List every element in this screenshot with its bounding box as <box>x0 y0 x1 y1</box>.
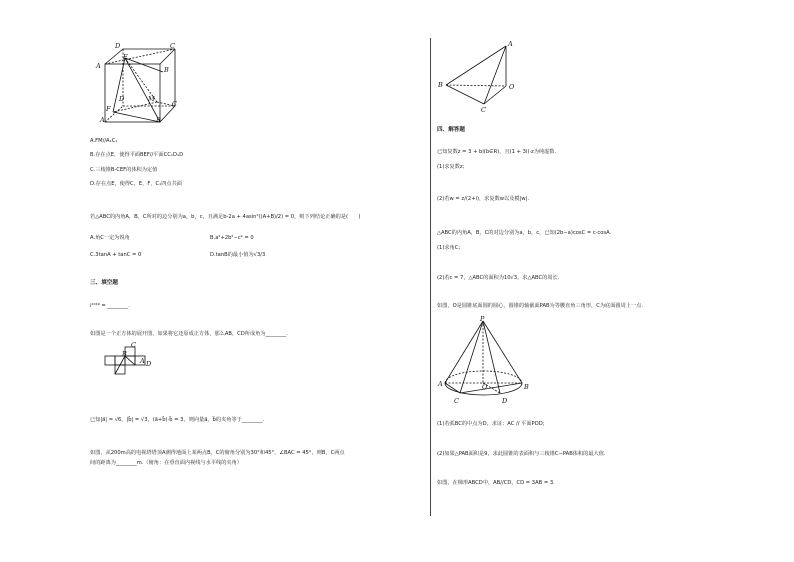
q2-stem: 若△ABC的内角A，B，C所对的边分别为a，b，c，且满足b-2a + 4asin²((A+B)/2) = 0，则下列结论正确的是( ) <box>90 214 361 220</box>
answer-q2-part2: (2)若c = 7，△ABC的面积为10√3，求△ABC的周长. <box>437 275 560 281</box>
cube-label-b1: B <box>164 66 169 74</box>
cube-label-d: D <box>119 95 125 103</box>
cube-label-f: F <box>106 105 111 113</box>
net-label-c: C <box>131 341 136 349</box>
cone-label-d: D <box>502 397 508 405</box>
cube-label-a: A <box>100 116 105 124</box>
cone-label-o: O <box>482 383 488 391</box>
tetrahedron-figure <box>440 42 520 112</box>
cone-label-c: C <box>454 397 459 405</box>
q2-option-b: B.a²+2b²−c² = 0 <box>210 235 254 241</box>
answer-q2-part1: (1)求角C; <box>437 245 461 251</box>
tetra-label-a: A <box>508 40 513 48</box>
answer-q3-part1: (1)若弧BC的中点为D，求证：AC // 平面POD; <box>437 421 545 427</box>
cube-label-e: E <box>123 53 128 61</box>
cube-label-c1: C <box>170 42 175 50</box>
q1-option-a: A.FM//A₁C₁ <box>90 138 118 144</box>
net-label-a: A <box>140 357 145 365</box>
answer-q2: △ABC的内角A，B，C的对边分别为a，b，c，已知(2b−a)cosC = c·cosA. <box>437 230 612 236</box>
cube-label-b: B <box>156 116 161 124</box>
cube-label-c: C <box>172 100 177 108</box>
tetra-label-b: B <box>438 81 443 89</box>
cube-label-d1: D <box>115 42 121 50</box>
cone-label-b: B <box>524 383 529 391</box>
fill-q4-line1: 如图，从200m高的电视塔塔顶A测得地面上某两点B，C的俯角分别为30°和45°，∠BAC = 45°，则B，C两点 <box>90 450 345 456</box>
cube-label-m: M <box>148 95 155 103</box>
answer-q1-part2: (2)若w = z/(2+i)，求复数w以及模|w|. <box>437 196 529 202</box>
cube-label-a1: A <box>96 62 101 70</box>
fill-q2: 如图是一个正方体的展开图，如果将它还原成正方体，那么AB，CD所成角为________. <box>90 331 288 337</box>
q2-option-d: D.tanB的最小值为√3/3 <box>210 252 266 258</box>
cube-figure <box>95 40 185 130</box>
answer-q3-part2: (2)如果△PAB面积是9，求此圆锥的表面积与三棱锥C−PAB体积的最大值. <box>437 451 606 457</box>
fill-q1: i²⁰¹⁹ = ________. <box>90 303 130 309</box>
section-heading-answer: 四、解答题 <box>437 127 465 133</box>
q1-option-b: B.存在点E，使得平面BEF//平面CC₁D₁D <box>90 152 184 158</box>
q2-option-a: A.角C一定为锐角 <box>90 235 130 241</box>
answer-q1-part1: (1)求复数z; <box>437 164 465 170</box>
answer-q1: 已知复数z = 3 + bi(b∈R)，且(1 + 3i)·z为纯虚数. <box>437 149 557 155</box>
answer-q3: 如图，O是圆锥底面圆的圆心，圆锥的轴截面PAB为等腰直角三角形，C为底面圆周上一点. <box>437 303 644 309</box>
section-heading-fill: 三、填空题 <box>90 280 118 286</box>
net-label-b: B <box>122 350 127 358</box>
net-label-d: D <box>146 360 152 368</box>
cone-label-a: A <box>438 380 443 388</box>
answer-q4: 如图，在梯形ABCD中，AB//CD，CD = 3AB = 3. <box>437 480 555 486</box>
q2-option-c: C.3tanA + tanC = 0 <box>90 252 142 258</box>
cone-label-p: P <box>480 315 485 323</box>
q1-option-c: C.三棱锥B-CEF的体积为定值 <box>90 167 158 173</box>
fill-q3: 已知|a⃗| = √6，|b⃗| = √3，(a⃗+b⃗)·b⃗ = 3，则向量a⃗，b⃗的夹角等于________. <box>90 417 265 423</box>
fill-q4-line2: 间的距离为________m.（俯角：在垂直面内视线与水平线的夹角） <box>90 460 242 466</box>
tetra-label-o: O <box>509 83 515 91</box>
column-divider <box>430 38 431 516</box>
q1-option-d: D.存在点E，使得C，E，F，C₁四点共面 <box>90 181 182 187</box>
tetra-label-c: C <box>481 106 486 114</box>
